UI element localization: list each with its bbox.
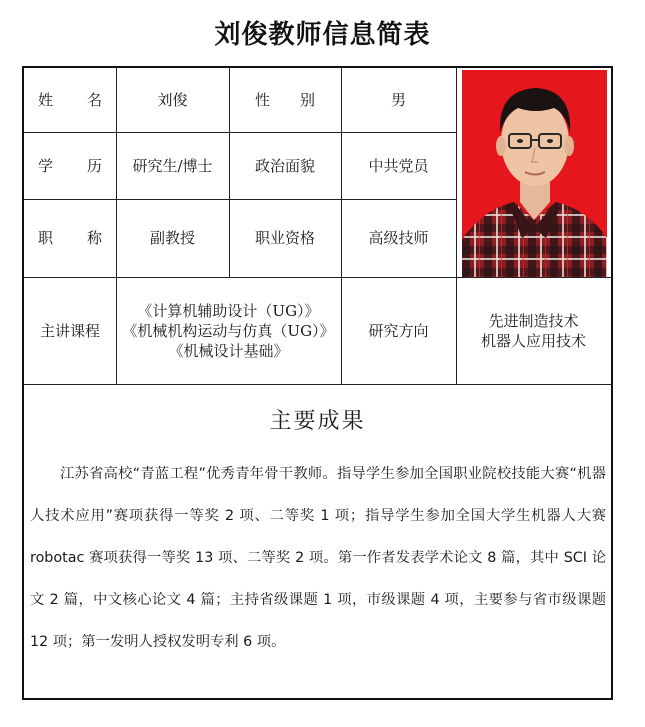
research-list: [456, 277, 611, 384]
education-value: 研究生/博士: [132, 156, 213, 175]
name-label: 姓 名: [38, 91, 102, 109]
political-label: 政治面貌: [254, 156, 315, 175]
portrait-image: [462, 70, 607, 277]
info-table: [22, 66, 613, 700]
qualification-value: 高级技师: [368, 229, 429, 247]
political-value: 中共党员: [368, 156, 429, 175]
title-value: 副教授: [149, 229, 195, 247]
gender-value: 男: [390, 91, 406, 109]
course-item: 《机械机构运动与仿真（UG）》: [122, 321, 335, 340]
course-item: 《计算机辅助设计（UG）》: [137, 301, 320, 320]
teacher-photo: [462, 70, 607, 277]
research-item: 先进制造技术: [488, 311, 579, 330]
title-label: 职 称: [38, 229, 102, 247]
research-label: 研究方向: [368, 321, 429, 340]
achievements-text: 江苏省高校“青蓝工程”优秀青年骨干教师。指导学生参加全国职业院校技能大赛“机器人技术应用”赛项获得一等奖 2 项、二等奖 1 项；指导学生参加全国大学生机器人大赛 robotac 赛项获得一等奖 13 项、二等奖 2 项。第一作者发表学术论文 8 篇，其中 SCI 论文 2 篇，中文核心论文 4 篇；主持省级课题 1 项，市级课题 4 项，主要参与省市级课题 12 项；第一发明人授权发明专利 6 项。: [30, 466, 606, 650]
achievements-heading: 主要成果: [269, 409, 366, 434]
course-item: 《机械设计基础》: [168, 341, 289, 360]
gender-label: 性 别: [255, 91, 315, 109]
education-label: 学 历: [38, 156, 102, 175]
courses-label: 主讲课程: [39, 321, 100, 340]
page-title: 刘俊教师信息简表: [214, 20, 431, 50]
grid-line: [24, 384, 611, 385]
name-value: 刘俊: [157, 91, 188, 109]
courses-list: [116, 277, 341, 384]
qualification-label: 职业资格: [254, 229, 315, 247]
research-item: 机器人应用技术: [480, 331, 586, 350]
